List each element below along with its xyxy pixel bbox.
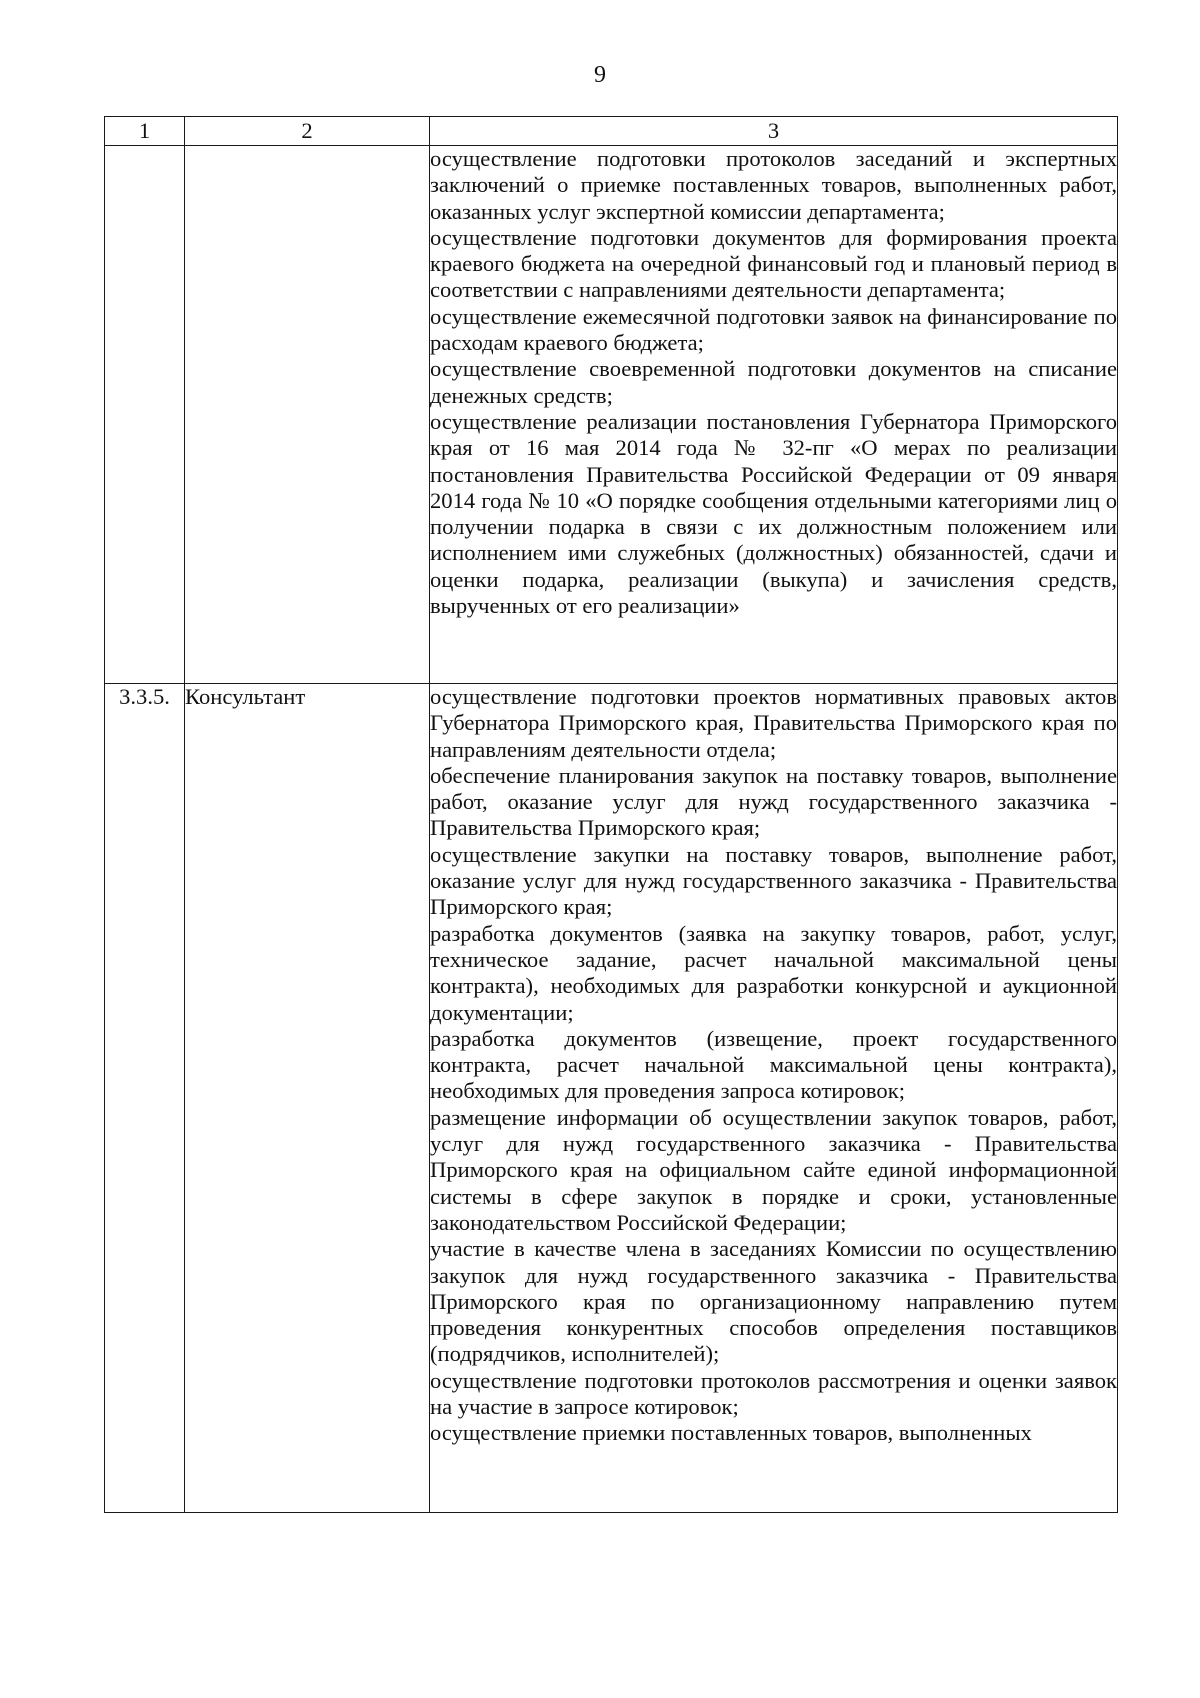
duty-item: обеспечение планирования закупок на поставку товаров, выполнение работ, оказание услуг для нужд государственного заказчика - Правительства Приморского края;: [430, 762, 1117, 841]
column-header-duties: 3: [430, 117, 1118, 146]
duty-item: осуществление закупки на поставку товаров, выполнение работ, оказание услуг для нужд государственного заказчика - Правительства Приморского края;: [430, 841, 1117, 920]
duty-item: осуществление подготовки документов для формирования проекта краевого бюджета на очередной финансовый год и плановый период в соответствии с направлениями деятельности департамента;: [430, 224, 1117, 303]
duty-item: участие в качестве члена в заседаниях Комиссии по осуществлению закупок для нужд государственного заказчика - Правительства Приморского края по организационному направлению путем проведения конкурентных способов определения поставщиков (подрядчиков, исполнителей);: [430, 1236, 1117, 1367]
row-position: [185, 146, 430, 684]
duty-item: осуществление реализации постановления Губернатора Приморского края от 16 мая 2014 года № 32-пг «О мерах по реализации постановления Правительства Российской Федерации от 09 января 2014 года № 10 «О порядке сообщения отдельными категориями лиц о получении подарка в связи с их должностным положением или исполнением ими служебных (должностных) обязанностей, сдачи и оценки подарка, реализации (выкупа) и зачисления средств, вырученных от его реализации»: [430, 408, 1117, 619]
duty-item: осуществление подготовки проектов нормативных правовых актов Губернатора Приморского края, Правительства Приморского края по направлениям деятельности отдела;: [430, 684, 1117, 762]
duties-table: [104, 116, 1118, 1513]
row-number: 3.3.5.: [105, 684, 185, 1513]
duty-item: разработка документов (извещение, проект государственного контракта, расчет начальной максимальной цены контракта), необходимых для проведения запроса котировок;: [430, 1025, 1117, 1104]
duty-item: осуществление своевременной подготовки документов на списание денежных средств;: [430, 356, 1117, 408]
row-position: Консультант: [185, 684, 430, 1513]
table-row: [105, 684, 1118, 1513]
table-row: [105, 146, 1118, 684]
row-duties: [430, 684, 1118, 1513]
duty-item: осуществление подготовки протоколов заседаний и экспертных заключений о приемке поставленных товаров, выполненных работ, оказанных услуг экспертной комиссии департамента;: [430, 146, 1117, 224]
column-header-number: 1: [105, 117, 185, 146]
duty-item: осуществление подготовки протоколов рассмотрения и оценки заявок на участие в запросе котировок;: [430, 1367, 1117, 1420]
duty-item: осуществление ежемесячной подготовки заявок на финансирование по расходам краевого бюджета;: [430, 303, 1117, 356]
row-duties: [430, 146, 1118, 684]
page-number: 9: [594, 62, 606, 88]
table-header-row: [105, 117, 1118, 146]
row-number: [105, 146, 185, 684]
duty-item: осуществление приемки поставленных товаров, выполненных: [430, 1420, 1032, 1446]
duty-item: разработка документов (заявка на закупку товаров, работ, услуг, техническое задание, расчет начальной максимальной цены контракта), необходимых для разработки конкурсной и аукционной документации;: [430, 920, 1117, 1025]
duty-item: размещение информации об осуществлении закупок товаров, работ, услуг для нужд государственного заказчика - Правительства Приморского края на официальном сайте единой информационной системы в сфере закупок в порядке и сроки, установленные законодательством Российской Федерации;: [430, 1104, 1117, 1235]
column-header-position: 2: [185, 117, 430, 146]
